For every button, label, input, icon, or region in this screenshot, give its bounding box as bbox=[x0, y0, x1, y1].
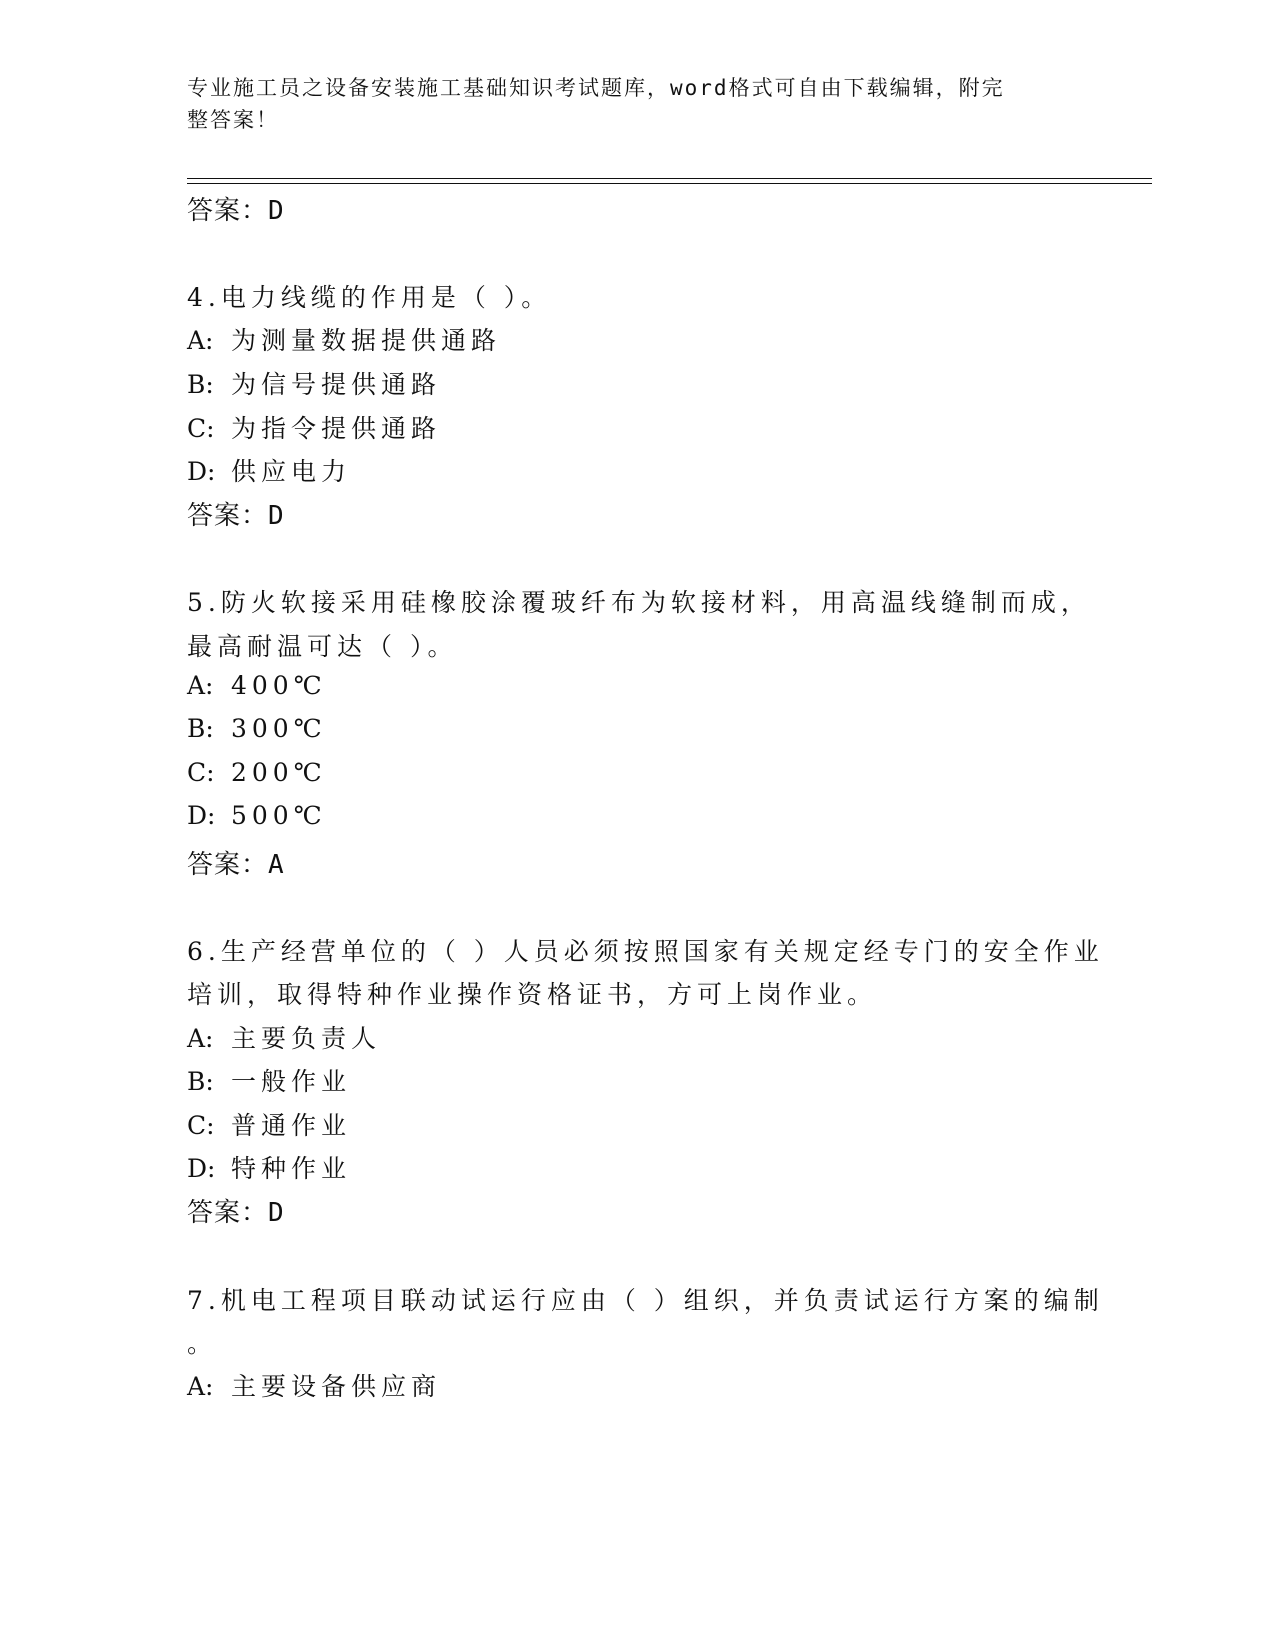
answer-label: 答案： bbox=[187, 501, 269, 531]
option-text: 为测量数据提供通路 bbox=[231, 326, 502, 355]
option-letter: C: bbox=[187, 758, 215, 787]
option-text: 特种作业 bbox=[231, 1154, 352, 1183]
option-text: 400℃ bbox=[231, 671, 327, 700]
q5-option-b bbox=[187, 714, 327, 743]
option-text: 供应电力 bbox=[231, 457, 352, 486]
option-letter: D: bbox=[187, 1154, 216, 1183]
option-letter: C: bbox=[187, 414, 215, 443]
option-text: 500℃ bbox=[231, 801, 327, 830]
option-text: 300℃ bbox=[231, 714, 327, 743]
q7-option-a bbox=[187, 1367, 441, 1403]
option-letter: A: bbox=[187, 1024, 214, 1053]
answer-q5 bbox=[187, 844, 284, 881]
q4-option-a bbox=[187, 321, 501, 357]
q6-option-a bbox=[187, 1019, 381, 1055]
q4-option-b bbox=[187, 365, 441, 401]
question-6-text-line-1: 6.生产经营单位的（ ）人员必须按照国家有关规定经专门的安全作业 bbox=[187, 937, 1104, 966]
question-7-text-line-1: 7.机电工程项目联动试运行应由（ ）组织，并负责试运行方案的编制 bbox=[187, 1286, 1104, 1315]
option-text: 200℃ bbox=[231, 758, 327, 787]
q6-option-d bbox=[187, 1149, 351, 1185]
header-line-2: 整答案！ bbox=[187, 108, 279, 132]
header-rule-top bbox=[187, 178, 1152, 179]
answer-letter: A bbox=[268, 850, 284, 880]
header-line-1: 专业施工员之设备安装施工基础知识考试题库，word格式可自由下载编辑，附完 bbox=[187, 76, 1005, 100]
answer-letter: D bbox=[268, 1198, 284, 1228]
option-text: 普通作业 bbox=[231, 1111, 352, 1140]
question-7-text-line-2: 。 bbox=[187, 1329, 218, 1358]
q5-option-a bbox=[187, 671, 327, 700]
q5-option-c bbox=[187, 758, 327, 787]
option-letter: D: bbox=[187, 457, 216, 486]
option-letter: A: bbox=[187, 671, 214, 700]
answer-q4 bbox=[187, 495, 284, 532]
header-rule-bottom bbox=[187, 183, 1152, 184]
option-text: 主要负责人 bbox=[231, 1024, 382, 1053]
option-letter: D: bbox=[187, 801, 216, 830]
answer-q3 bbox=[187, 190, 284, 227]
option-text: 一般作业 bbox=[231, 1067, 352, 1096]
answer-letter: D bbox=[268, 196, 284, 226]
option-text: 为指令提供通路 bbox=[231, 414, 442, 443]
q6-option-b bbox=[187, 1062, 351, 1098]
document-header bbox=[187, 72, 1067, 136]
question-5-text-line-1: 5.防火软接采用硅橡胶涂覆玻纤布为软接材料，用高温线缝制而成， bbox=[187, 588, 1091, 617]
option-letter: B: bbox=[187, 714, 214, 743]
option-letter: A: bbox=[187, 326, 214, 355]
option-letter: B: bbox=[187, 1067, 214, 1096]
question-6-text-line-2: 培训，取得特种作业操作资格证书，方可上岗作业。 bbox=[187, 980, 878, 1009]
option-letter: A: bbox=[187, 1372, 214, 1401]
q4-option-d bbox=[187, 452, 351, 488]
option-text: 主要设备供应商 bbox=[231, 1372, 442, 1401]
option-letter: B: bbox=[187, 370, 214, 399]
q4-option-c bbox=[187, 409, 441, 445]
option-text: 为信号提供通路 bbox=[231, 370, 442, 399]
answer-label: 答案： bbox=[187, 1198, 269, 1228]
answer-label: 答案： bbox=[187, 196, 269, 226]
answer-label: 答案： bbox=[187, 850, 269, 880]
q5-option-d bbox=[187, 801, 327, 830]
option-letter: C: bbox=[187, 1111, 215, 1140]
question-5-text-line-2: 最高耐温可达（ ）。 bbox=[187, 632, 458, 661]
question-4-text: 4.电力线缆的作用是（ ）。 bbox=[187, 283, 552, 312]
answer-letter: D bbox=[268, 501, 284, 531]
answer-q6 bbox=[187, 1192, 284, 1229]
q6-option-c bbox=[187, 1106, 351, 1142]
